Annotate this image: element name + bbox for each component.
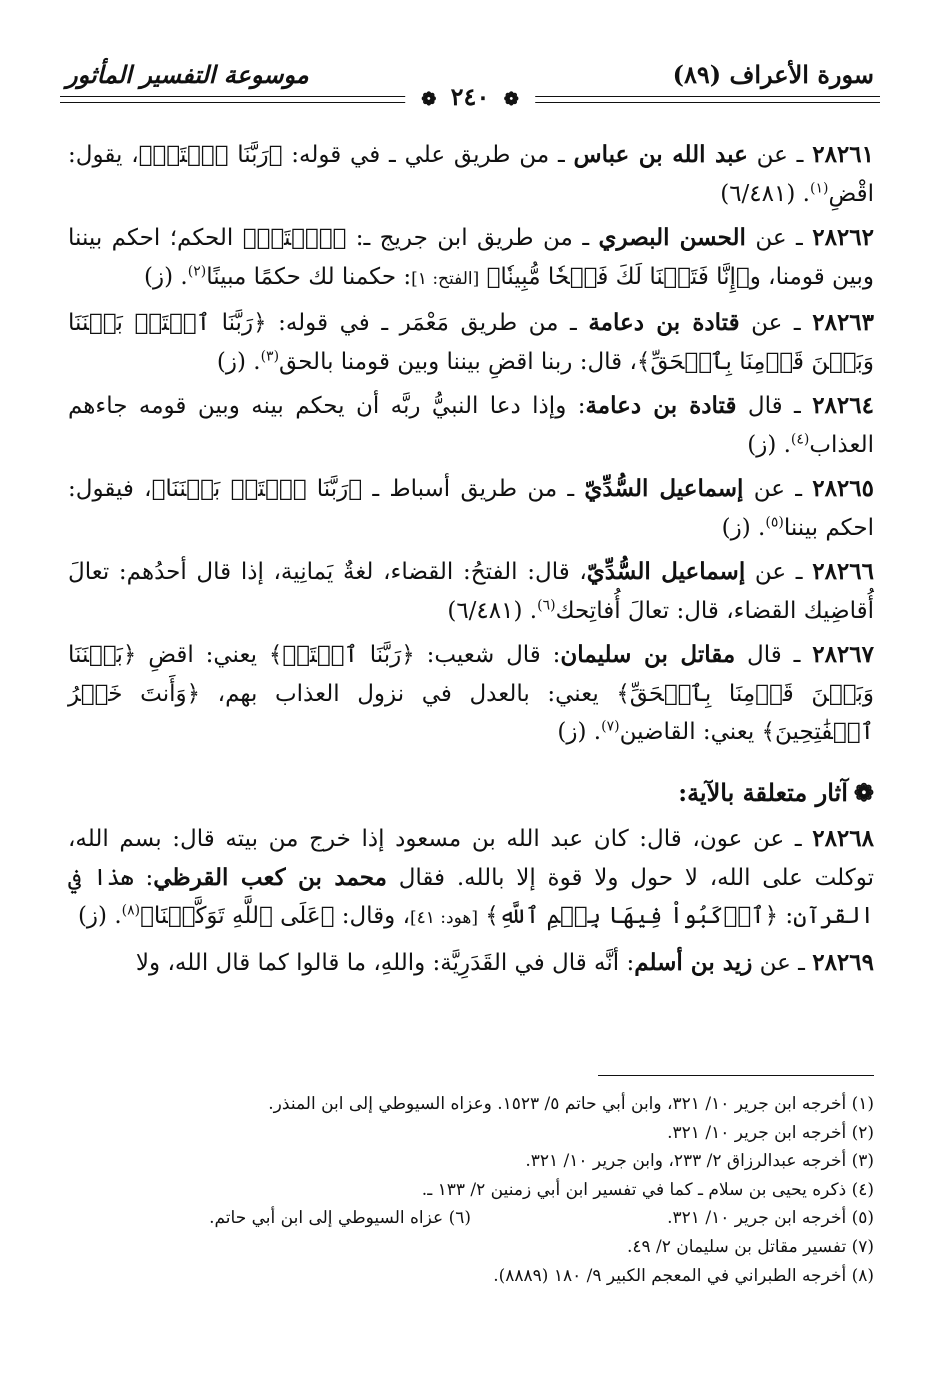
entry-text: : أنَّه قال في القَدَرِيَّة: واللهِ، ما قالوا كما قال الله، ولا <box>135 949 635 976</box>
entry-text: ـ عن <box>745 225 813 251</box>
narrator-name: إسماعيل السُّدِّيّ <box>586 558 746 585</box>
footnote-marker: (٢) <box>187 262 207 279</box>
entry-text: . (ز) <box>747 431 791 458</box>
page-number: ٢٤٠ <box>450 82 490 111</box>
book-title: موسوعة التفسير المأثور <box>66 60 309 89</box>
entry-text: ـ من طريق علي ـ في قوله: ﴿رَبَّنَا ٱفۡتَحۡ﴾، يقول: اقْضِ <box>68 142 874 207</box>
entry-number: ٢٨٢٦٩ <box>812 948 874 976</box>
entry-28266 <box>68 553 874 630</box>
entry-text: . (ز) <box>77 903 122 929</box>
entry-28269 <box>68 944 874 983</box>
entry-text: . <box>522 597 538 624</box>
narrator-name: مقاتل بن سليمان <box>560 641 736 668</box>
entry-text: ، وقال: ﴿عَلَى ٱللَّهِ تَوَكَّلۡنَا﴾ <box>140 903 410 929</box>
flower-icon: ❁ <box>853 777 874 807</box>
footnotes <box>68 1090 874 1290</box>
ornament-icon: ❁ <box>503 89 519 110</box>
narrator-name: الحسن البصري <box>598 224 746 251</box>
footnote-2: (٢) أخرجه ابن جرير ١٠/ ٣٢١. <box>667 1122 874 1143</box>
ornament-icon: ❁ <box>421 89 437 110</box>
footnote-row <box>68 1204 874 1233</box>
footnote-marker: (٤) <box>790 430 810 447</box>
entry-text: ـ عن <box>747 142 813 168</box>
entry-number: ٢٨٢٦٢ <box>812 224 874 251</box>
entry-text: . (ز) <box>144 263 188 290</box>
footnote-4: (٤) ذكره يحيى بن سلام ـ كما في تفسير ابن أبي زمنين ٢/ ١٣٣ ـ. <box>421 1179 874 1200</box>
section-heading-text: آثار متعلقة بالآية: <box>678 777 848 807</box>
footnote-marker: (٧) <box>601 718 620 735</box>
entry-text: : حكمنا لك حكمًا مبينًا <box>206 263 412 290</box>
footnote-marker: (٥) <box>765 513 784 530</box>
entry-text: ـ من طريق مَعْمَر ـ في قوله: ﴿رَبَّنَا ٱفۡتَحۡ بَيۡنَنَا وَبَيۡنَ قَوۡمِنَا بِٱلۡحَقِّ﴾، قال: ربنا اقضِ بيننا وبين قومنا بالحق <box>68 310 874 375</box>
quran-ref: [هود: ٤١] <box>410 908 478 928</box>
entry-text: . (ز) <box>216 348 261 375</box>
entry-text: ـ من طريق ابن جريج ـ: ﴿ٱفۡتَحۡ﴾ الحكم؛ احكم بيننا وبين قومنا، و﴿إِنَّا فَتَحۡنَا لَكَ فَتۡحٗا مُّبِينٗا﴾ <box>68 225 874 290</box>
entry-text: ـ من طريق أسباط ـ ﴿رَبَّنَا ٱفۡتَحۡ بَيۡنَنَا﴾، فيقول: احكم بيننا <box>68 476 874 541</box>
footnote-marker: (٣) <box>260 347 280 364</box>
footnote-6: (٦) عزاه السيوطي إلى ابن أبي حاتم. <box>209 1208 471 1229</box>
entry-28268 <box>68 820 874 938</box>
footnote-1: (١) أخرجه ابن جرير ١٠/ ٣٢١، وابن أبي حاتم ٥/ ١٥٢٣. وعزاه السيوطي إلى ابن المنذر. <box>268 1094 874 1114</box>
entry-28263 <box>68 304 874 381</box>
page-header <box>60 52 880 110</box>
entry-text: : قال شعيب: ﴿رَبَّنَا ٱفۡتَحۡ﴾ يعني: اقضِ ﴿بَيۡنَنَا وَبَيۡنَ قَوۡمِنَا بِٱلۡحَقِّ﴾ يعني: بالعدل في نزول العذاب بهم، ﴿وَأَنتَ خَيۡرُ ٱلۡفَٰتِحِينَ﴾ يعني: القاضين <box>68 642 874 745</box>
footnote-5: (٥) أخرجه ابن جرير ١٠/ ٣٢١. <box>667 1208 874 1229</box>
footnote-separator <box>598 1075 874 1076</box>
entry-number: ٢٨٢٦٥ <box>812 475 874 502</box>
entry-text: ـ عن عون، قال: كان عبد الله بن مسعود إذا خرج من بيته قال: بسم الله، توكلت على الله، لا حول ولا قوة إلا بالله. فقال <box>68 826 875 891</box>
quran-ref: [الفتح: ١] <box>411 268 480 289</box>
surah-title: سورة الأعراف (٨٩) <box>672 60 874 89</box>
narrator-name: محمد بن كعب القرظي <box>153 863 387 891</box>
entry-28267 <box>68 636 874 752</box>
main-text <box>68 136 874 988</box>
entry-text: . <box>795 180 810 207</box>
entry-number: ٢٨٢٦٤ <box>812 392 874 419</box>
narrator-name: قتادة بن دعامة <box>585 392 737 419</box>
source-ref: (٦/٤٨١) <box>447 597 523 624</box>
narrator-name: عبد الله بن عباس <box>573 141 748 168</box>
footnote-marker: (٨) <box>121 902 141 919</box>
footnote-7: (٧) تفسير مقاتل بن سليمان ٢/ ٤٩. <box>626 1236 874 1257</box>
narrator-name: إسماعيل السُّدِّيّ <box>584 475 744 502</box>
footnote-marker: (١) <box>809 179 829 196</box>
footnote-marker: (٦) <box>537 596 556 613</box>
entry-text: : هذا في القرآن: ﴿ٱرۡكَبُواْ فِيهَا بِسۡمِ ٱللَّهِ﴾ <box>68 864 874 929</box>
entry-text: ـ عن <box>745 559 813 585</box>
entry-text: . (ز) <box>721 514 766 541</box>
entry-text: ـ عن <box>752 949 813 976</box>
page-number-block <box>405 82 535 111</box>
entry-28265 <box>68 470 874 547</box>
entry-number: ٢٨٢٦٧ <box>812 641 874 668</box>
entry-text: : وإذا دعا النبيُّ ربَّه أن يحكم بينه وبين قومه جاءهم العذاب <box>68 393 874 458</box>
source-ref: (٦/٤٨١) <box>720 180 796 207</box>
entry-text: ، قال: الفتحُ: القضاء، لغةٌ يَمانِية، إذا قال أحدُهم: تعالَ أُقاضِيك القضاء، قال: تعالَ أُفاتِحك <box>68 559 874 624</box>
entry-number: ٢٨٢٦٦ <box>812 558 874 585</box>
entry-28264 <box>68 387 874 464</box>
entry-text: ـ قال <box>736 393 813 419</box>
section-heading <box>68 774 874 813</box>
entry-text: ـ عن <box>739 310 813 336</box>
entry-28261 <box>68 136 874 213</box>
entry-number: ٢٨٢٦٨ <box>812 825 874 852</box>
narrator-name: قتادة بن دعامة <box>588 309 740 336</box>
footnote-3: (٣) أخرجه عبدالرزاق ٢/ ٢٣٣، وابن جرير ١٠/ ٣٢١. <box>525 1151 874 1172</box>
narrator-name: زيد بن أسلم <box>634 948 753 976</box>
entry-text: ـ عن <box>743 476 813 502</box>
entry-number: ٢٨٢٦١ <box>812 141 874 168</box>
entry-text: ـ قال <box>735 642 813 668</box>
entry-28262 <box>68 219 874 298</box>
entry-text: . (ز) <box>557 719 602 745</box>
footnote-8: (٨) أخرجه الطبراني في المعجم الكبير ٩/ ١٨٠ (٨٨٨٩). <box>493 1265 874 1286</box>
entry-number: ٢٨٢٦٣ <box>812 309 875 336</box>
